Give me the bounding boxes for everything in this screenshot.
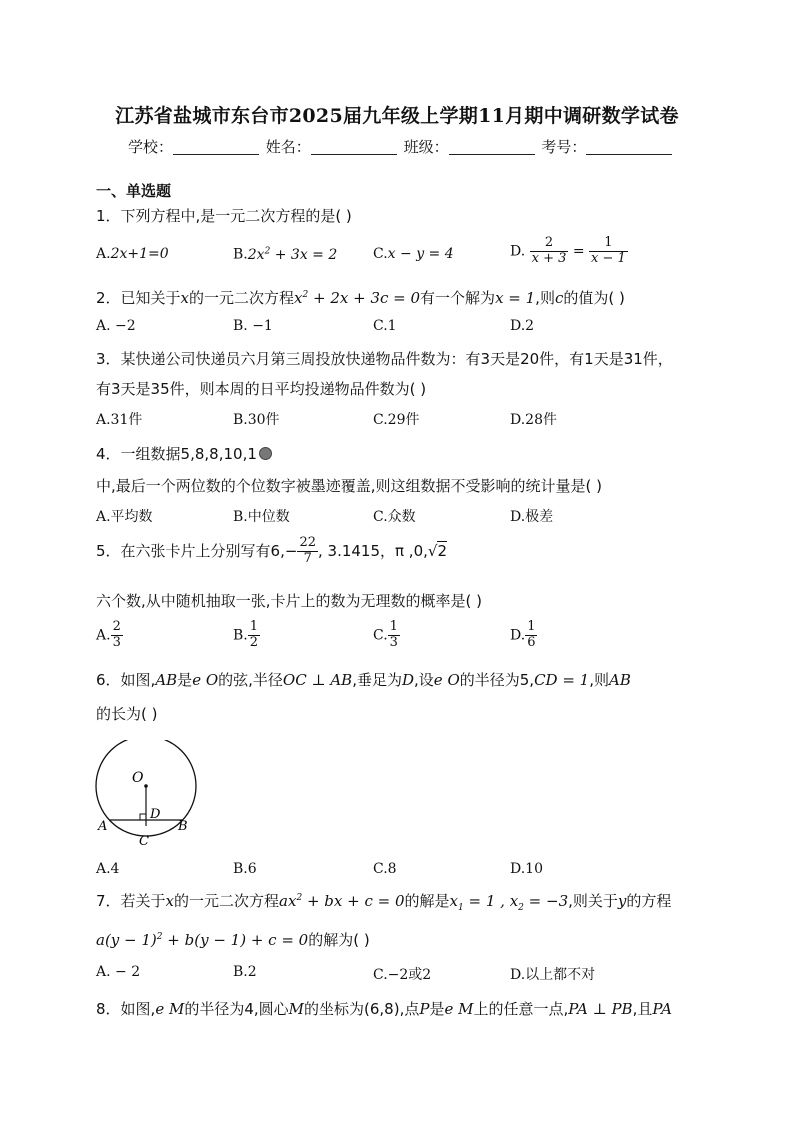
q1-option-b[interactable]: $B.2x^2 + 3x = 2$ (233, 246, 338, 263)
class-label: 班级： (403, 138, 449, 156)
q8-stem-line1: 8．如图,e M的半径为4,圆心M的坐标为(6,8),点P是e M上的任意一点,PA ⊥ PB,且PA (96, 1000, 672, 1018)
right-angle-mark (140, 814, 146, 820)
q5-option-c[interactable]: C. $\frac{1}{3}$ (373, 619, 398, 650)
q4-stem-line2: 中,最后一个两位数的个位数字被墨迹覆盖,则这组数据不受影响的统计量是( ) (96, 477, 603, 495)
q1-option-a[interactable]: A.2x+1=0 (96, 246, 169, 262)
label-a: A (98, 819, 108, 834)
label-o: O (132, 770, 144, 786)
label-d: D (150, 807, 161, 822)
q3-option-a[interactable]: A.31件 (96, 412, 143, 428)
label-c: C (139, 834, 149, 849)
q6-option-b[interactable]: B.6 (233, 861, 257, 877)
q2-option-b[interactable]: B. −1 (233, 318, 273, 334)
q1-option-d[interactable]: D. $\frac{2}{x + 3}$ = $\frac{1}{x - 1}$ (510, 235, 626, 266)
q4-stem-line1: 4．一组数据5,8,8,10,1 (96, 443, 272, 464)
q4-option-c[interactable]: C.众数 (373, 509, 416, 525)
q3-option-d[interactable]: D.28件 (510, 412, 557, 428)
q5-option-b[interactable]: B. $\frac{1}{2}$ (233, 619, 259, 650)
student-info-line (128, 136, 674, 157)
q2-option-d[interactable]: D.2 (510, 318, 535, 334)
q5-stem-line2: 六个数,从中随机抽取一张,卡片上的数为无理数的概率是( ) (96, 592, 483, 610)
q2-option-a[interactable]: A. −2 (96, 318, 136, 334)
q6-option-c[interactable]: C.8 (373, 861, 397, 877)
ink-blot-icon (259, 447, 272, 460)
q7-option-d[interactable]: D.以上都不对 (510, 967, 596, 983)
school-label: 学校： (128, 138, 174, 156)
q3-option-b[interactable]: B.30件 (233, 412, 280, 428)
q3-stem-line1: 3．某快递公司快递员六月第三周投放快递物品件数为：有3天是20件，有1天是31件， (96, 350, 673, 368)
name-blank[interactable] (311, 140, 397, 155)
q3-option-c[interactable]: C.29件 (373, 412, 420, 428)
q4-option-d[interactable]: D.极差 (510, 509, 554, 525)
name-label: 姓名： (265, 138, 311, 156)
q4-option-b[interactable]: B.中位数 (233, 509, 290, 525)
school-blank[interactable] (173, 140, 259, 155)
number-label: 考号： (541, 138, 587, 156)
q6-option-a[interactable]: A.4 (96, 861, 120, 877)
circle-diagram (92, 740, 212, 852)
fraction: $\frac{22}{7}$ (299, 535, 316, 566)
fraction: $\frac{1}{x - 1}$ (591, 235, 626, 266)
q2-stem: 2．已知关于x的一元二次方程$x^2 + 2x + 3c = 0$有一个解为x = 1,则c的值为( ) (96, 289, 625, 307)
sqrt-icon: √ (427, 541, 438, 560)
q7-stem-line1: 7．若关于x的一元二次方程$ax^2$ + bx + c = 0的解是$x_1 = 1$ , $x_2 = -3$,则关于y的方程 (96, 892, 672, 913)
q6-option-d[interactable]: D.10 (510, 861, 543, 877)
q7-option-b[interactable]: B.2 (233, 964, 257, 980)
q7-option-a[interactable]: A. − 2 (96, 964, 141, 980)
q7-option-c[interactable]: C.−2或2 (373, 967, 432, 983)
q3-stem-line2: 有3天是35件，则本周的日平均投递物品件数为( ) (96, 380, 427, 398)
center-point (144, 784, 148, 788)
class-blank[interactable] (449, 140, 535, 155)
exam-title: 江苏省盐城市东台市2025届九年级上学期11月期中调研数学试卷 (115, 105, 679, 127)
q4-option-a[interactable]: A.平均数 (96, 509, 153, 525)
q6-stem-line2: 的长为( ) (96, 705, 158, 723)
number-blank[interactable] (586, 140, 672, 155)
q5-option-a[interactable]: A. $\frac{2}{3}$ (96, 619, 121, 650)
q7-stem-line2: $a(y - 1)^2 + b(y - 1) + c = 0$的解为( ) (96, 931, 370, 949)
section-heading: 一、单选题 (96, 182, 172, 200)
q5-option-d[interactable]: D. $\frac{1}{6}$ (510, 619, 536, 650)
fraction: $\frac{2}{x + 3}$ (531, 235, 567, 266)
label-b: B (178, 819, 188, 834)
q2-option-c[interactable]: C.1 (373, 318, 397, 334)
q1-stem: 1．下列方程中,是一元二次方程的是( ) (96, 207, 352, 225)
q6-stem-line1: 6．如图,AB是e O的弦,半径OC ⊥ AB,垂足为D,设e O的半径为5,CD = 1,则AB (96, 671, 631, 689)
q5-stem-line1: 5．在六张卡片上分别写有6,− $\frac{22}{7}$ , 3.1415，π ,0,√2 (96, 535, 447, 566)
q1-option-c[interactable]: C.x − y = 4 (373, 246, 454, 262)
